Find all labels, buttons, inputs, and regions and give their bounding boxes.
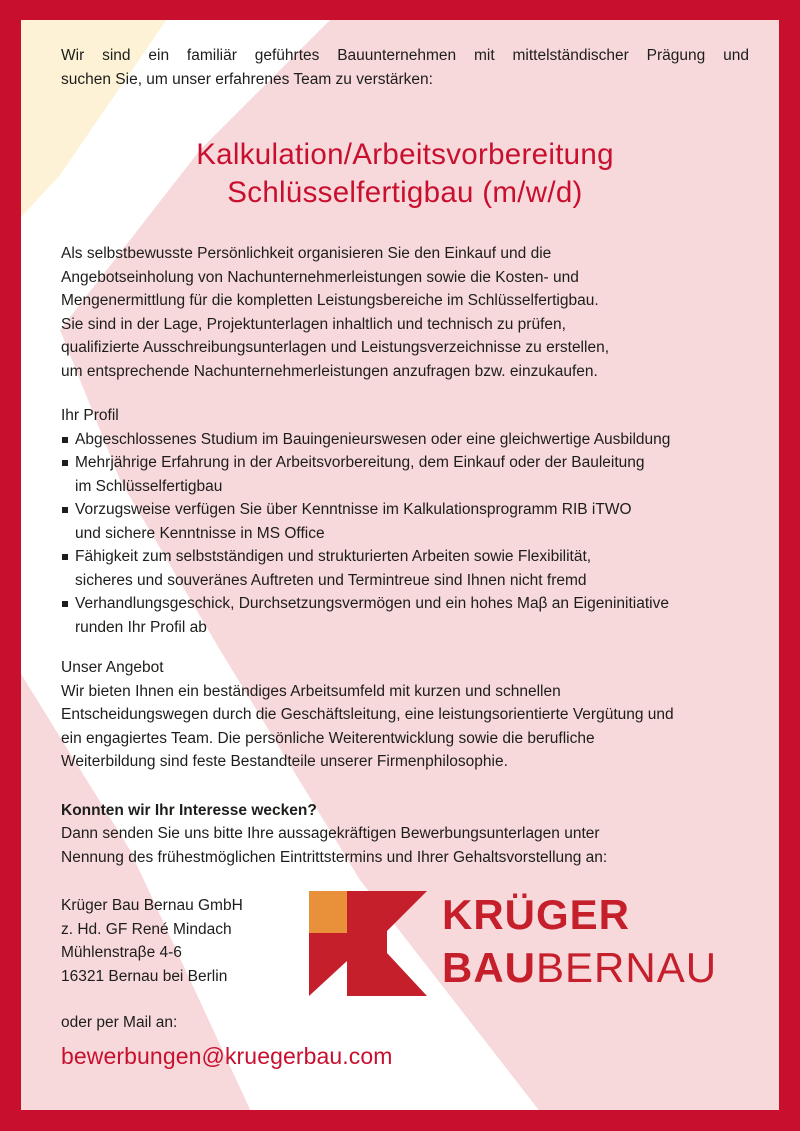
- list-item-text: Verhandlungsgeschick, Durchsetzungsvermögen und ein hohes Maβ an Eigeninitiative: [75, 595, 669, 612]
- address-city: 16321 Bernau bei Berlin: [61, 967, 228, 985]
- logo-bau: BAU: [442, 944, 536, 991]
- list-item-text: Fähigkeit zum selbstständigen und strukturierten Arbeiten sowie Flexibilität,: [75, 548, 592, 565]
- list-item-text: und sichere Kenntnisse in MS Office: [75, 524, 325, 542]
- address-street: Mühlenstraβe 4-6: [61, 944, 182, 961]
- description-line: Angebotseinholung von Nachunternehmerleistungen sowie die Kosten- und: [61, 268, 579, 286]
- address-attn: z. Hd. GF René Mindach: [61, 920, 232, 938]
- list-item: [61, 451, 749, 498]
- list-item-text: sicheres und souveränes Auftreten und Termintreue sind Ihnen nicht fremd: [75, 571, 587, 589]
- interest-line: Dann senden Sie uns bitte Ihre aussagekräftigen Bewerbungsunterlagen unter: [61, 825, 600, 842]
- interest-text: [61, 822, 749, 869]
- offer-line: Weiterbildung sind feste Bestandteile unserer Firmenphilosophie.: [61, 753, 508, 770]
- interest-line: Nennung des frühestmöglichen Eintrittstermins und Ihrer Gehaltsvorstellung an:: [61, 848, 608, 866]
- list-item-text: im Schlüsselfertigbau: [75, 477, 223, 495]
- mail-label: oder per Mail an:: [61, 1014, 178, 1031]
- job-title: [61, 136, 749, 212]
- description-line: um entsprechende Nachunternehmerleistungen anzufragen bzw. einzukaufen.: [61, 362, 598, 380]
- description-line: Sie sind in der Lage, Projektunterlagen inhaltlich und technisch zu prüfen,: [61, 315, 566, 333]
- profile-heading: Ihr Profil: [61, 407, 119, 424]
- list-item-text: runden Ihr Profil ab: [75, 618, 207, 636]
- job-title-line: Kalkulation/Arbeitsvorbereitung: [196, 138, 614, 171]
- offer-text: [61, 680, 749, 774]
- list-item-text: Mehrjährige Erfahrung in der Arbeitsvorbereitung, dem Einkauf oder der Bauleitung: [75, 454, 645, 471]
- logo-wordmark-line1: KRÜGER: [442, 891, 631, 938]
- company-logo: [309, 891, 754, 997]
- email-link[interactable]: bewerbungen@kruegerbau.com: [61, 1042, 393, 1069]
- list-item: [61, 428, 749, 452]
- description-line: Mengenermittlung für die kompletten Leistungsbereiche im Schlüsselfertigbau.: [61, 292, 599, 309]
- description-line: qualifizierte Ausschreibungsunterlagen und Leistungsverzeichnisse zu erstellen,: [61, 339, 609, 356]
- offer-line: ein engagiertes Team. Die persönliche Weiterentwicklung sowie die berufliche: [61, 729, 595, 747]
- address-company: Krüger Bau Bernau GmbH: [61, 897, 243, 914]
- logo-wordmark-line2: [442, 946, 717, 990]
- offer-line: Wir bieten Ihnen ein beständiges Arbeitsumfeld mit kurzen und schnellen: [61, 682, 561, 700]
- job-title-line: Schlüsselfertigbau (m/w/d): [227, 176, 583, 209]
- list-item: [61, 592, 749, 639]
- logo-k-mark-icon: [309, 891, 429, 996]
- list-item: [61, 545, 749, 592]
- offer-line: Entscheidungswegen durch die Geschäftsleitung, eine leistungsorientierte Vergütung und: [61, 706, 674, 723]
- intro-text: [61, 44, 749, 91]
- profile-list: [61, 428, 749, 640]
- list-item: [61, 498, 749, 545]
- intro-line: Wir sind ein familiär geführtes Bauunternehmen mit mittelständischer Prägung und: [61, 47, 749, 64]
- description-line: Als selbstbewusste Persönlichkeit organisieren Sie den Einkauf und die: [61, 245, 552, 262]
- list-item-text: Abgeschlossenes Studium im Bauingenieurswesen oder eine gleichwertige Ausbildung: [75, 430, 671, 448]
- list-item-text: Vorzugsweise verfügen Sie über Kenntnisse im Kalkulationsprogramm RIB iTWO: [75, 501, 632, 518]
- intro-line: suchen Sie, um unser erfahrenes Team zu verstärken:: [61, 70, 433, 88]
- offer-heading: Unser Angebot: [61, 659, 164, 676]
- logo-bernau: BERNAU: [536, 944, 718, 991]
- job-description: [61, 242, 749, 383]
- interest-heading: Konnten wir Ihr Interesse wecken?: [61, 801, 317, 819]
